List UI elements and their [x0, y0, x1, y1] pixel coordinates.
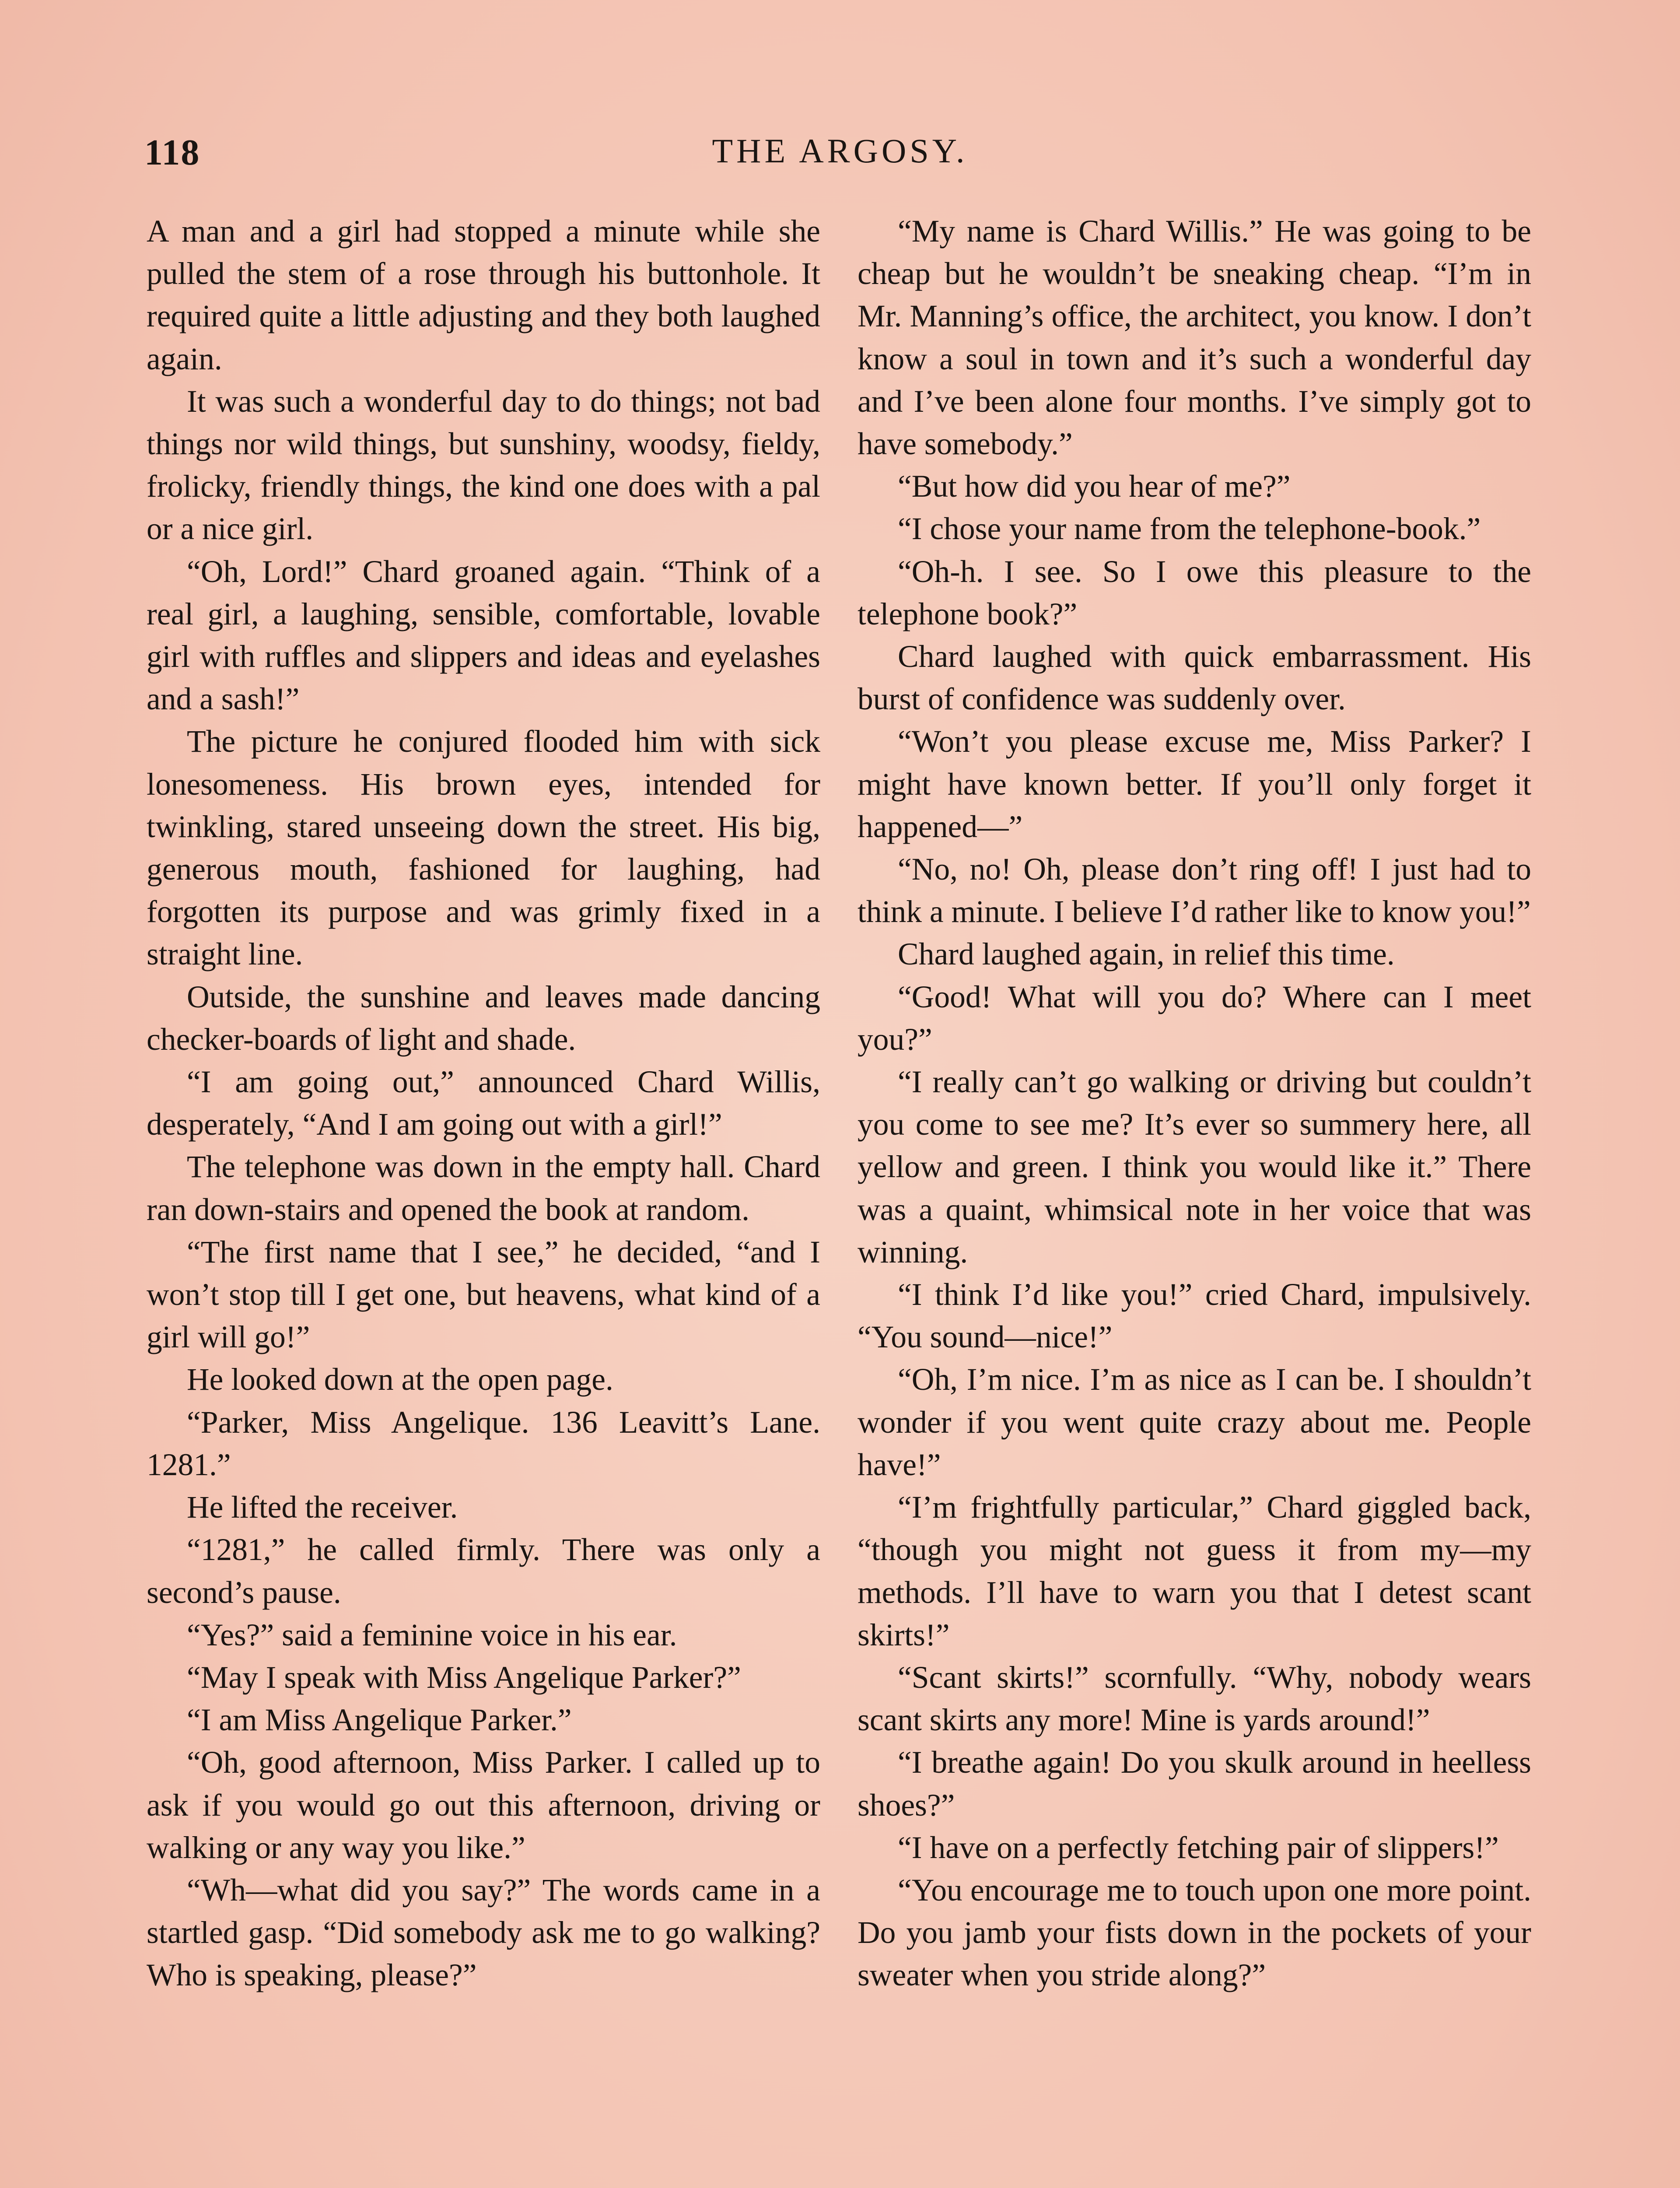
- page-number: 118: [144, 132, 200, 173]
- paragraph: “I am Miss Angelique Parker.”: [187, 1703, 572, 1738]
- paragraph: “But how did you hear of me?”: [898, 469, 1291, 504]
- paragraph: “Scant skirts!” scornfully. “Why, nobody wears scant skirts any more! Mine is yards around!”: [858, 1660, 1531, 1738]
- paragraph: A man and a girl had stopped a minute while she pulled the stem of a rose through his buttonhole. It required quite a little adjusting and they both laughed again.: [147, 214, 820, 376]
- paragraph: “Good! What will you do? Where can I meet you?”: [858, 979, 1531, 1057]
- paragraph: “I really can’t go walking or driving but couldn’t you come to see me? It’s ever so summery here, all yellow and green. I think you would like it.” There was a quaint, whimsical note in her voice that was winning.: [858, 1065, 1531, 1269]
- paragraph: “I chose your name from the telephone-book.”: [898, 512, 1481, 547]
- paragraph: “Parker, Miss Angelique. 136 Leavitt’s Lane. 1281.”: [147, 1405, 820, 1482]
- right-column: [858, 210, 1531, 1997]
- paragraph: He lifted the receiver.: [187, 1490, 458, 1525]
- paragraph: “The first name that I see,” he decided, “and I won’t stop till I get one, but heavens, what kind of a girl will go!”: [147, 1234, 820, 1355]
- paragraph: The telephone was down in the empty hall. Chard ran down-stairs and opened the book at random.: [147, 1150, 820, 1227]
- running-head: THE ARGOSY.: [712, 132, 968, 170]
- page-header: [144, 131, 1536, 179]
- paragraph: “I am going out,” announced Chard Willis, desperately, “And I am going out with a girl!”: [147, 1065, 820, 1142]
- paragraph: “Oh, Lord!” Chard groaned again. “Think of a real girl, a laughing, sensible, comfortable, lovable girl with ruffles and slippers and ideas and eyelashes and a sash!”: [147, 554, 820, 717]
- paragraph: “1281,” he called firmly. There was only a second’s pause.: [147, 1532, 820, 1610]
- paragraph: “Oh, I’m nice. I’m as nice as I can be. I shouldn’t wonder if you went quite crazy about me. People have!”: [858, 1362, 1531, 1482]
- left-column: [147, 210, 820, 1997]
- paragraph: “Wh—what did you say?” The words came in a startled gasp. “Did somebody ask me to go walking? Who is speaking, please?”: [147, 1872, 820, 1993]
- paragraph: “Yes?” said a feminine voice in his ear.: [187, 1617, 677, 1652]
- paragraph: “I’m frightfully particular,” Chard giggled back, “though you might not guess it from my—my methods. I’ll have to warn you that I detest scant skirts!”: [858, 1490, 1531, 1652]
- paragraph: “No, no! Oh, please don’t ring off! I just had to think a minute. I believe I’d rather like to know you!”: [858, 852, 1531, 929]
- paragraph: He looked down at the open page.: [187, 1362, 613, 1397]
- paragraph: “My name is Chard Willis.” He was going to be cheap but he wouldn’t be sneaking cheap. “I’m in Mr. Manning’s office, the architect, you know. I don’t know a soul in town and it’s such a wonderful day and I’ve been alone four months. I’ve simply got to have somebody.”: [858, 214, 1531, 462]
- paragraph: “Oh, good afternoon, Miss Parker. I called up to ask if you would go out this afternoon, driving or walking or any way you like.”: [147, 1745, 820, 1865]
- paragraph: “I have on a perfectly fetching pair of slippers!”: [898, 1830, 1499, 1865]
- paragraph: “May I speak with Miss Angelique Parker?”: [187, 1660, 741, 1695]
- paragraph: “Oh-h. I see. So I owe this pleasure to the telephone book?”: [858, 554, 1531, 631]
- paragraph: “You encourage me to touch upon one more point. Do you jamb your fists down in the pockets of your sweater when you stride along?”: [858, 1872, 1531, 1993]
- paragraph: Chard laughed again, in relief this time.: [898, 937, 1395, 972]
- paragraph: “I think I’d like you!” cried Chard, impulsively. “You sound—nice!”: [858, 1277, 1531, 1355]
- paragraph: Outside, the sunshine and leaves made dancing checker-boards of light and shade.: [147, 979, 820, 1057]
- paragraph: It was such a wonderful day to do things; not bad things nor wild things, but sunshiny, woodsy, fieldy, frolicky, friendly things, the kind one does with a pal or a nice girl.: [147, 384, 820, 547]
- paragraph: Chard laughed with quick embarrassment. His burst of confidence was suddenly over.: [858, 639, 1531, 717]
- paragraph: The picture he conjured flooded him with sick lonesomeness. His brown eyes, intended for twinkling, stared unseeing down the street. His big, generous mouth, fashioned for laughing, had forgotten its purpose and was grimly fixed in a straight line.: [147, 724, 820, 972]
- paragraph: “Won’t you please excuse me, Miss Parker? I might have known better. If you’ll only forget it happened—”: [858, 724, 1531, 844]
- paragraph: “I breathe again! Do you skulk around in heelless shoes?”: [858, 1745, 1531, 1823]
